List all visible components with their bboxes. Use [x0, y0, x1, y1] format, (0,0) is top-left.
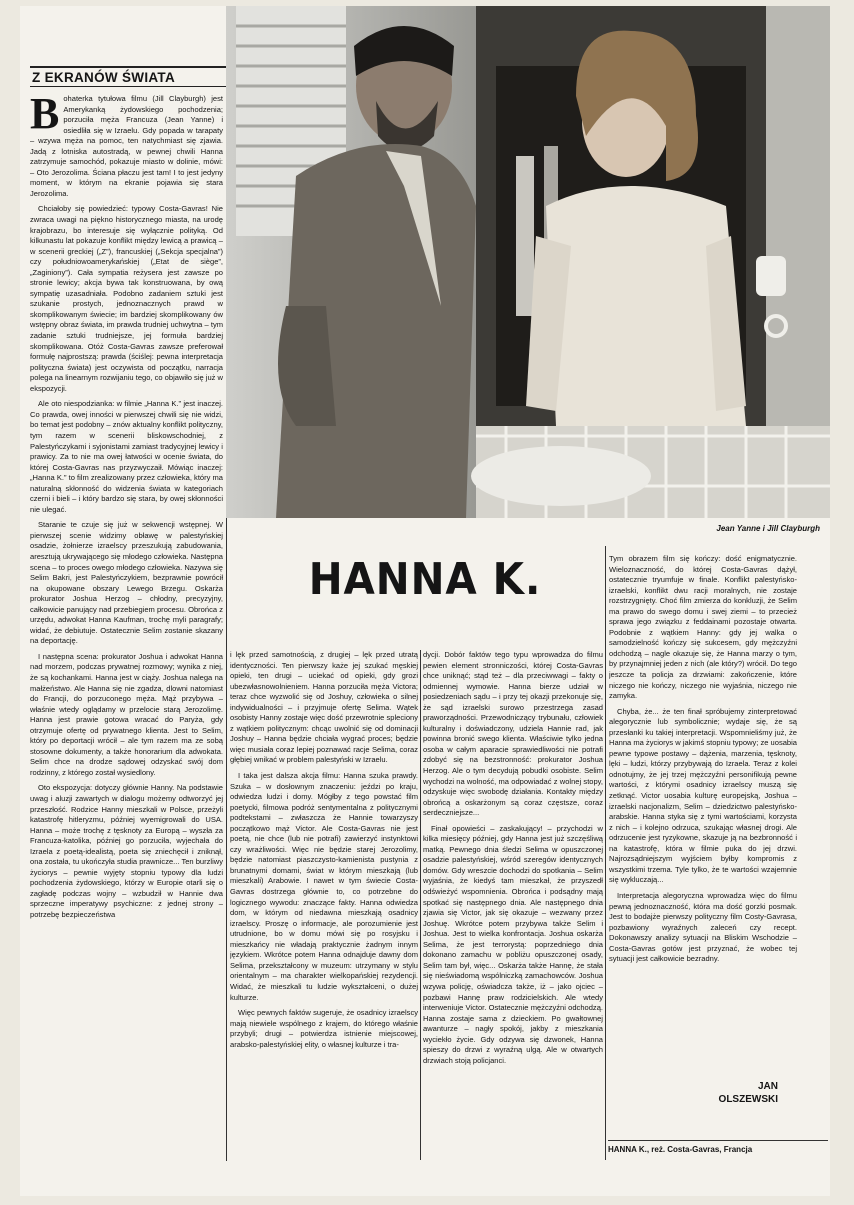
- author-first-name: JAN: [757, 1081, 778, 1092]
- column-1: [30, 94, 223, 1159]
- paragraph: dycji. Dobór faktów tego typu wprowadza do filmu pewien element stronniczości, której Costa-Gavras chce uniknąć; stąd też – dla przeciwwagi – fakty o odmiennej wymowie. Hanna bierze udział w posiedzeniach sądu – i przy tej okazji przekonuje się, że sąd izraelski surowo przestrzega zasad praworządności. Przewodniczący trybunału, człowiek kulturalny i doświadczony, udziela Hannie rad, jak powinna bronić swego klienta. Właściwie tylko jedna osoba w całym aparacie sprawiedliwości nie potrafi zdobyć się na bezstronność: prokurator Joshua Herzog. Ale o tym decydują pobudki osobiste. Selim wychodzi na wolność, ma odpowiadać z wolnej stopy, odzyskuje więc swobodę działania. Kontakty między obrońcą a oskarżonym są coraz częstsze, coraz serdeczniejsze...: [423, 650, 603, 818]
- paragraph: Staranie te czuje się już w sekwencji wstępnej. W pierwszej scenie widzimy obławę w palestyńskiej osadzie, żołnierze izraelscy przeszukują zabudowania, aresztują ukrywającego się młodego człowieka. Następna scena – to proces owego młodego człowieka. Nazywa się Selim Bakri, jest Palestyńczykiem, bezprawnie powrócił na okupowane obszary Lewego Brzegu. Oskarża prokurator Joshua Herzog – chłodny, precyzyjny, całkowicie panujący nad przebiegiem procesu. Obrońca z urzędu, adwokat Hanna Kaufman, trochę myli paragrafy; widać, że debiutuje. Ostatecznie Selim zostanie skazany na deportację.: [30, 520, 223, 646]
- photo-caption: Jean Yanne i Jill Clayburgh: [716, 524, 820, 533]
- paragraph: Chyba, że... że ten finał spróbujemy zinterpretować alegorycznie lub symbolicznie; wydaje się, że są przesłanki ku takiej interpretacji. Wspomnieliśmy już, że Hanna ma życiorys w jakimś stopniu typowy; ze uosabia pewne typowe postawy – dążenia, marzenia, tęsknoty, lęki – ludzi, którzy przybywają do Izraela. Teraz z kolei odnotujmy, że jej trzej mężczyźni personifikują pewne wartości, z którymi osadnicy izraelscy muszą się zetknąć. Victor uosabia kulturę europejską, Joshua – izraelski nacjonalizm, Selim – dziedzictwo palestyńsko-arabskie. Hanna styka się z tymi wartościami, korzysta z nich – i kolejno odrzuca, szukając własnej drogi. Ale odrzucenie jest ryzykowne, skazuje ją na bezbronność i na katastrofę, która w filmie puka do jej drzwi. Najrozsądniejszym wyjściem byłby kompromis z wszystkimi trzema. Tyle tylko, że te wartości wzajemnie się wykluczają...: [609, 706, 797, 885]
- paragraph: Tym obrazem film się kończy: dość enigmatycznie. Wieloznaczność, do której Costa-Gavras dążył, ostatecznie tryumfuje w finale. Konflikt palestyńsko-izraelski, konflikt dwu racji moralnych, nie zostaje rozstrzygnięty. Choć film zmierza do konkluzji, że Selim ma prawo do swego domu i swej ziemi – to przecież sprawa jego związku z feddainami pozostaje otwarta. Podobnie z wątkiem Hanny: gdy jej walka o samodzielność kończy się sukcesem, gdy mężczyźni odchodzą – nagle okazuje się, że Hanna marzy o tym, by przynajmniej jeden z nich (ale który?) wrócił. Do tego jeszcze ta policja za drzwiami: zakończenie, które niczego nie kończy, niczego nie wyjaśnia, niczego nie zamyka.: [609, 554, 797, 701]
- paragraph: Chciałoby się powiedzieć: typowy Costa-Gavras! Nie zwraca uwagi na piękno historycznego miasta, na urodę krajobrazu, bo interesuje się wyłącznie polityką. Od kilkunastu lat pokazuje konflikt między lewicą a prawicą – w scenerii greckiej („Z”), francuskiej („Sekcja specjalna”) czy południowoamerykańskiej („Etat de siège”, „Zaginiony”). Cała sympatia reżysera jest zawsze po stronie lewicy; akcja bywa tak konstruowana, by ową sympatię uzasadniała. Podobno zadaniem sztuki jest szukanie prostych, jednoznacznych prawd w skomplikowanym świecie; im bardziej skomplikowany ów wstępny obraz świata, im prawda trudniej uchwytna – tym zadanie sztuki trudniejsze, jej formuła bardziej skomplikowana. Otóż Costa-Gavras zawsze preferował formułę najprostszą: prawda (ściślej: pewna interpretacja polityczna świata) jest oczywista od początku, narracja polega na linearnym rozwijaniu tego, co objawiło się już w ekspozycji.: [30, 204, 223, 393]
- paragraph: I następna scena: prokurator Joshua i adwokat Hanna nad morzem, podczas prywatnej rozmowy; wynika z niej, że są kochankami. Hanna jest w ciąży. Joshua nalega na małżeństwo. Ale Hanna się nie zgadza, dlowni natomiast do Francji, do porzuconego męża. Mąż przybywa – właśnie wtedy oglądamy w przelocie starą Jerozolimę. Hanna jest prawie gotowa wracać do Paryża, gdy otrzymuje ofertę od prywatnego klienta. Jest to Selim, który po deportacji wrócił – ale tym razem ma ze sobą stosowne dokumenty, a także honorarium dla adwokata. Selim chce na drodze sądowej odzyskać swój dom rodzinny, z którego został wysiedlony.: [30, 651, 223, 777]
- article-title: HANNA K.: [308, 554, 542, 605]
- column-divider: [420, 650, 421, 1160]
- paragraph: [30, 94, 223, 199]
- section-header: Z EKRANÓW ŚWIATA: [30, 66, 228, 87]
- magazine-page: [20, 6, 830, 1196]
- author-last-name: OLSZEWSKI: [718, 1094, 778, 1105]
- film-still-photo: [226, 6, 830, 518]
- paragraph-text: ohaterka tytułowa filmu (Jill Clayburgh) jest Amerykanką żydowskiego pochodzenia; porzuciła męża Francuza (Jean Yanne) i osiedliła się w Izraelu. Gdy popada w tarapaty – wzywa męża na pomoc, ten natychmiast się zjawia. Jadą z lotniska autostradą, w pewnej chwili Hanna zatrzymuje samochód, pokazuje miasto w dolinie, mówi: – Oto Jerozolima. Ściana płaczu jest tam! I to jest jedyny moment, w którym na ekranie pojawia się stara Jerozolima.: [30, 94, 223, 198]
- paragraph: Ale oto niespodzianka: w filmie „Hanna K.” jest inaczej. Co prawda, owej inności w pierwszej chwili się nie widzi, bo temat jest podobny – znów aktualny konflikt polityczny, tym razem w scenerii bliskowschodniej, z Palestyńczykami i syjonistami zamiast tradycyjnej lewicy i prawicy. Za to nie ma owej łatwości w ocenie świata, do której Costa-Gavras nas przyzwyczaił. Mówiąc inaczej: „Hanna K.” to film zrealizowany przez człowieka, który ma naturalną skłonność do widzenia świata w kategoriach czerni i bieli – i który bardzo się stara, by owej skłonności nie ulegać.: [30, 399, 223, 514]
- paragraph: Interpretacja alegoryczna wprowadza więc do filmu pewną jednoznaczność, która ma dość gorzki posmak. Jest to bodajże pierwszy polityczny film Costy-Gavrasa, pozbawiony wyraźnych zaleceń czy recept. Dokonawszy analizy sytuacji na Bliskim Wschodzie – Costa-Gavras gotów jest przyznać, że wobec tej sytuacji jest całkowicie bezradny.: [609, 890, 797, 964]
- column-2: [230, 650, 418, 1160]
- column-divider: [605, 546, 606, 1160]
- drop-cap: B: [30, 94, 60, 138]
- paragraph: Oto ekspozycja: dotyczy głównie Hanny. Na podstawie uwag i aluzji zawartych w dialogu możemy odtworzyć jej przeszłość. Rodzice Hanny mieszkali w Polsce, przeżyli katastrofę hitleryzmu, później wyemigrowali do USA. Hanna – może trochę z tęsknoty za Europą – wyszła za Francuza-katolika, później go porzuciła, wyjechała do Izraela z poetą-idealistą, poeta się zniechęcił i zniknął, ona została, tu ukończyła studia prawnicze... Ten burzliwy życiorys – pewnie wyjęty stopniu typowy dla ludzi pochodzenia żydowskiego, którzy w Europie otarli się o zagładę podczas wojny – wzbudził w Hannie dwa sprzeczne imperatywy psychiczne: z jednej strony – potrzebę bezpieczeństwa: [30, 783, 223, 920]
- film-credit: HANNA K., reż. Costa-Gavras, Francja: [608, 1140, 828, 1154]
- paragraph: i lęk przed samotnością, z drugiej – lęk przed utratą identyczności. Ten pierwszy każe jej szukać męskiej opieki, ten drugi – uciekać od opieki, gdy grozi ubezwłasnowolnieniem. Hanna porzuciła męża Victora; teraz chce wyzwolić się od Joshuy, człowieka o silnej indywidualności – i przyjmuje ofertę Selima. Wątek osobisty Hanny zostaje więc dość przewrotnie spleciony z wątkiem politycznym: chcąc uwolnić się od dominacji Joshuy – Hanna będzie chciała wygrać proces; będzie więc musiała coraz lepiej poznawać racje Selima, coraz głębiej wnikać w problem palestyński w Izraelu.: [230, 650, 418, 765]
- paragraph: Więc pewnych faktów sugeruje, że osadnicy izraelscy mają niewiele wspólnego z krajem, do którego właśnie przybyli; drugi – potwierdza istnienie miejscowej, arabsko-palestyńskiej elity, o własnej kulturze i tra-: [230, 1008, 418, 1049]
- paragraph: Finał opowieści – zaskakujący! – przychodzi w kilka miesięcy później, gdy Hanna jest już szczęśliwą matką. Pewnego dnia śledzi Selima w opuszczonej osadzie palestyńskiej, wśród szeregów identycznych domów. Gdy wreszcie dochodzi do spotkania – Selim wyjaśnia, że kiedyś tam mieszkał, że przyszedł odświeżyć wspomnienia. Obrońca i podsądny mają spotkać się następnego dnia. Ale następnego dnia zjawia się Victor, jak się okazuje – wezwany przez Joshuę. Wkrótce potem przybywa także Selim i Joshua. Jest to wielka konfrontacja. Joshua oskarża Selima, że jest terrorystą: poprzedniego dnia dokonano zamachu w pobliżu opuszczonej osady, Selim tam był, więc... Oskarża także Hannę, że stała się nieświadomą wspólniczką zamachowców. Joshua wzywa policję, oświadcza także, iż – jako ojciec – pozbawi Hannę praw rodzicielskich. Ale wtedy interweniuje Victor. Ostatecznie mężczyźni odchodzą. Hanna zostaje sama z dzieckiem. Po gwałtownej awanturze – nagły spokój, jakby z mieszkania wyciekło życie. Gdy odzywa się dzwonek, Hanna spieszy do drzwi z wyraźną ulgą. Ale w otwartych drzwiach stoją policjanci.: [423, 823, 603, 1065]
- author-signature: [618, 1080, 778, 1106]
- column-4: [609, 554, 797, 1076]
- photo-illustration: [226, 6, 830, 518]
- paragraph: I taka jest dalsza akcja filmu: Hanna szuka prawdy. Szuka – w dosłownym znaczeniu: jeździ po kraju, odwiedza ludzi i domy. Mógłby z tego powstać film poetycki, filmowa podróż sentymentalna z politycznymi podtekstami – zwłaszcza że Hannie towarzyszy początkowo mąż Victor. Ale Costa-Gavras nie jest poetą, nie chce (lub nie potrafi) zawierzyć instynktowi czy wrażliwości. Więc nie będzie starej Jerozolimy, będzie natomiast piaszczysto-kamienista pustynia z brunatnymi domami, świat w którym mieszkają (lub mieszkali) Arabowie. I nawet w tym świecie Costa-Gavras dostrzega głównie to, co potrzebne do logicznego wywodu: znaczące fakty. Hanna odwiedza dom, w którym od niedawna mieszkają osadnicy izraelscy. Proszę o informacje, ale porozumienie jest utrudnione, bo w domu mówi się po rosyjsku i mieszkańcy nie władają praktycznie żadnym innym językiem. Wkrótce potem Hanna odnajduje dawny dom Selima, przekształcony w muzeum: utrzymany w stylu orientalnym – ma charakter wielkopańskiej rezydencji. Widać, że mieszkali tu ludzie wykształceni, o dużej kulturze.: [230, 771, 418, 1002]
- column-3: [423, 650, 603, 1160]
